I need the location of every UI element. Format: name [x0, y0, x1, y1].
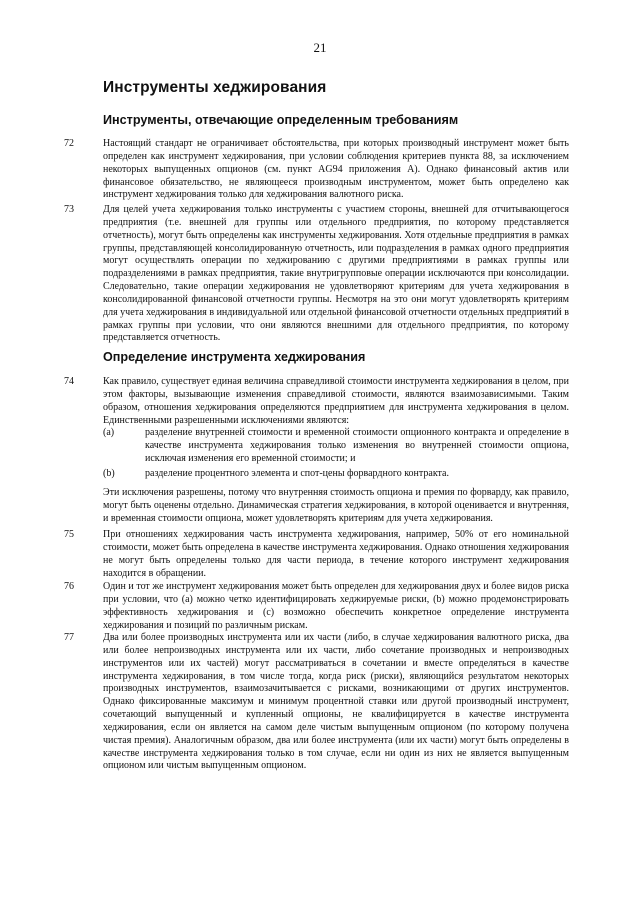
paragraph-text: Настоящий стандарт не ограничивает обстоятельства, при которых производный инструмент может быть определен как инструмент хеджирования, при условии соблюдения критериев пункта 88, за исключением некоторых выпущенных опционов (см. пункт AG94 приложения А). Однако финансовый актив или финансовое обязательство, не являющееся производным инструментом, может быть определено как инструмент хеджирования только для хеджирования валютного риска.: [103, 138, 569, 201]
paragraph-text: Два или более производных инструмента или их части (либо, в случае хеджирования валютного риска, два или более непроизводных инструмента или их части, либо сочетание производных и непроизводных инструментов или их частей) могут рассматриваться в сочетании и вместе определяться в качестве инструмента хеджирования, в том числе тогда, когда риск (риски), являющийся результатом некоторых производных инструментов, взаимозачитывается с рисками, возникающими от других инструментов. Однако фиксированные максимум и минимум процентной ставки или другой производный инструмент, сочетающий выпущенный и купленный опционы, не квалифицируется в качестве инструмента хеджирования, если он является на самом деле чистым выпущенным опционом (по которому получена чистая премия). Аналогичным образом, два или более инструмента (или их части) могут быть определены в качестве инструмента хеджирования только в том случае, если ни один из них не является выпущенным опционом или чистым выпущенным опционом.: [103, 632, 569, 772]
paragraph-text: При отношениях хеджирования часть инструмента хеджирования, например, 50% от его номинальной стоимости, может быть определена в качестве инструмента хеджирования. Однако отношения хеджирования не могут быть определены только для части периода, в течение которого инструмент хеджирования находится в обращении.: [103, 529, 569, 579]
paragraph-text: Один и тот же инструмент хеджирования может быть определен для хеджирования двух и более видов риска при условии, что (а) можно четко идентифицировать хеджируемые риски, (b) можно продемонстрировать эффективность хеджирования и (с) возможно обеспечить конкретное определение инструмента хеджирования и позиций по различным рискам.: [103, 581, 569, 631]
paragraph-text: Как правило, существует единая величина справедливой стоимости инструмента хеджирования в целом, при этом факторы, вызывающие изменения справедливой стоимости, являются взаимозависимыми. Таким образом, отношения хеджирования определяются предприятием для инструмента хеджирования в целом. Единственными разрешенными исключениями являются:: [103, 376, 569, 426]
main-heading: Инструменты хеджирования: [103, 79, 327, 96]
paragraph-number: 75: [64, 529, 74, 540]
paragraph-number: 73: [64, 204, 74, 215]
paragraph-number: 74: [64, 376, 74, 387]
list-label-b: (b): [103, 468, 115, 479]
section-heading-designation: Определение инструмента хеджирования: [103, 350, 366, 364]
list-label-a: (a): [103, 427, 115, 438]
page-number: 21: [313, 40, 327, 55]
paragraph-number: 76: [64, 581, 74, 592]
paragraph-continuation: Эти исключения разрешены, потому что внутренняя стоимость опциона и премия по форварду, как правило, могут быть оценены отдельно. Динамическая стратегия хеджирования, в которой оценивается и внутренняя, и временная стоимости опциона, может удовлетворять критериям для учета хеджирования.: [103, 487, 569, 524]
paragraph-number: 72: [64, 138, 74, 149]
paragraph-number: 77: [64, 632, 74, 643]
section-heading-qualifying-instruments: Инструменты, отвечающие определенным требованиям: [103, 113, 459, 127]
list-item-b: разделение процентного элемента и спот-цены форвардного контракта.: [145, 468, 449, 479]
paragraph-text: Для целей учета хеджирования только инструменты с участием стороны, внешней для отчитывающегося предприятия (т.е. внешней для группы или отдельного предприятия, по которому представляется отчетность), могут быть определены как инструменты хеджирования. Хотя отдельные предприятия в рамках группы, представляющей консолидированную отчетность, или подразделения в рамках одного предприятия могут осуществлять операции по хеджированию с другими предприятиями в рамках группы или подразделениями в рамках предприятия, такие внутригрупповые операции исключаются при консолидации. Следовательно, такие операции хеджирования не удовлетворяют критериям для учета хеджирования в консолидированной финансовой отчетности группы. Несмотря на это они могут удовлетворять критериям для учета хеджирования в индивидуальной или отдельной финансовой отчетности отдельных предприятий в рамках группы при условии, что они являются внешними для отдельного предприятия, по которому представляется отчетность.: [103, 204, 569, 344]
list-item-a: разделение внутренней стоимости и временной стоимости опционного контракта и определение в качестве инструмента хеджирования только изменения во внутренней стоимости опциона, исключая изменения его временной стоимости; и: [145, 427, 569, 464]
